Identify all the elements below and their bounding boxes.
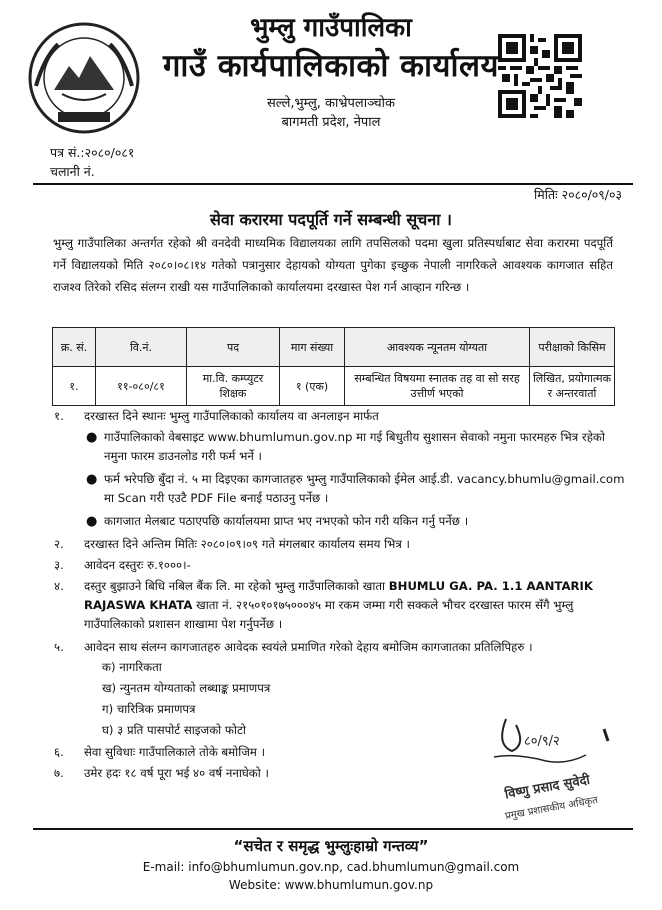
vacancy-table [52,327,615,406]
header-divider [33,183,633,185]
col-header-qualification: आवश्यक न्यूनतम योग्यता [345,328,530,367]
item-number: ७. [54,766,64,780]
signatory-name: विष्णु प्रसाद सुवेदी [503,772,592,803]
payment-text-b: खाता नं. २१५०१०१७५०००४५ मा रकम जम्मा गरी सक्कले भौचर दरखास्त फारम सँगै भुम्लु गाउँपालिकाको प्रशासन शाखामा पेश गर्नुपर्नेछ । [84,598,574,631]
item-text: आवेदन साथ संलग्न कागजातहरु आवेदक स्वयंले प्रमाणित गरेको देहाय बमोजिम कागजातका प्रतिलिपिहरु । [84,640,533,654]
list-item [46,638,626,657]
cell-post: मा.वि. कम्प्युटर शिक्षक [187,367,280,406]
table-header-row [53,328,615,367]
footer-email[interactable]: E-mail: info@bhumlumun.gov.np, cad.bhumlumun@gmail.com [142,860,520,874]
list-item [46,556,626,575]
item-text: दरखास्त दिने अन्तिम मितिः २०८०।०९।०९ गते मंगलबार कार्यालय समय भित्र । [84,537,410,551]
bullet-item [86,512,626,531]
notice-heading: सेवा करारमा पदपूर्ति गर्ने सम्बन्धी सूचना । [210,210,452,229]
address-line-1: सल्ले,भुम्लु, काभ्रेपलाञ्चोक [266,96,396,111]
payment-text-a: दस्तुर बुझाउने बिधि नबिल बैंक लि. मा रहेको भुम्लु गाउँपालिकाको खाता [84,579,389,593]
bullet-item [86,470,626,508]
footer-slogan: “सचेत र समृद्ध भुम्लुःहाम्रो गन्तव्य” [233,837,429,855]
item-number: ५. [54,640,64,654]
dispatch-number: चलानी नं. [50,164,95,179]
item-text: सेवा सुविधाः गाउँपालिकाले तोके बमोजिम । [84,745,266,759]
item-number: २. [54,537,64,551]
list-item [46,407,626,426]
bullet-icon: ● [86,514,98,529]
col-header-post: पद [187,328,280,367]
document-item: क) नागरिकता [102,660,162,674]
bullet-item [86,428,626,466]
notice-intro: भुम्लु गाउँपालिका अन्तर्गत रहेको श्री वनदेवी माध्यमिक विद्यालयका लागि तपसिलको पदमा खुला प्रतिस्पर्धाबाट सेवा करारमा पदपूर्ति गर्ने विद्यालयको मिति २०८०।०८।१४ गतेको पत्रानुसार देहायको योग्यता पुगेका इच्छुक नेपाली नागरिकले आवश्यक कागजात सहित राजश्व तिरेको रसिद संलग्न राखी यस गाउँपालिकाको कार्यालयमा दरखास्त पेश गर्न आव्हान गरिन्छ । [53,236,613,294]
cell-demand: १ (एक) [280,367,345,406]
col-header-vi-no: वि.नं. [96,328,187,367]
letter-date: मितिः २०८०/०९/०३ [534,187,622,202]
cell-vi-no: ११-०८०/८१ [96,367,187,406]
bullet-text: फर्म भरेपछि बुँदा नं. ५ मा दिइएका कागजातहरु भुम्लु गाउँपालिकाको ईमेल आई.डी. vacancy.bhumlu@gmail.com मा Scan गरी एउटै PDF File बनाई पठाउनु पर्नेछ । [104,472,625,505]
signatory-designation: प्रमुख प्रशासकीय अधिकृत [504,794,599,823]
col-header-exam-type: परीक्षाको किसिम [530,328,615,367]
cell-qualification: सम्बन्धित विषयमा स्नातक तह वा सो सरह उत्तीर्ण भएको [345,367,530,406]
signature-block [476,705,626,825]
signature-date: ८०/९/२ [524,734,560,749]
item-number: १. [54,409,64,423]
bullet-icon: ● [86,430,98,445]
item-text: उमेर हदः १८ वर्ष पूरा भई ४० वर्ष ननाघेको । [84,766,269,780]
item-text: आवेदन दस्तुरः रु.१०००।- [84,558,191,572]
cell-sn: १. [53,367,96,406]
bullet-text: गाउँपालिकाको वेबसाइट www.bhumlumun.gov.np मा गई बिधुतीय सुशासन सेवाको नमुना फारमहरु भित्र रहेको नमुना फारम डाउनलोड गरी फर्म भर्ने । [104,430,605,463]
item-text [84,577,626,634]
table-row [53,367,615,406]
municipality-name: भुम्लु गाउँपालिका [250,13,412,43]
account-name: BHUMLU GA. PA. 1.1 AANTARIK RAJASWA KHATA [84,579,593,612]
item-number: ४. [54,579,64,593]
bullet-text: कागजात मेलबाट पठाएपछि कार्यालयमा प्राप्त भए नभएको फोन गरी यकिन गर्नु पर्नेछ । [104,514,469,528]
col-header-sn: क्र. सं. [53,328,96,367]
letter-number: पत्र सं.:२०८०/०८१ [50,145,135,160]
list-item [46,535,626,554]
col-header-demand: माग संख्या [280,328,345,367]
cell-exam-type: लिखित, प्रयोगात्मक र अन्तरवार्ता [530,367,615,406]
address-line-2: बागमती प्रदेश, नेपाल [281,115,381,130]
document-item: ख) न्युनतम योग्यताको लब्धाङ्क प्रमाणपत्र [102,681,271,695]
document-item: घ) ३ प्रति पासपोर्ट साइजको फोटो [102,723,246,737]
item-number: ६. [54,745,64,759]
footer-website[interactable]: Website: www.bhumlumun.gov.np [228,878,434,892]
item-text: दरखास्त दिने स्थानः भुम्लु गाउँपालिकाको कार्यालय वा अनलाइन मार्फत [84,409,379,423]
office-name: गाउँ कार्यपालिकाको कार्यालय [162,48,500,84]
list-item [46,577,626,634]
footer-divider [33,828,633,830]
bullet-icon: ● [86,472,98,487]
item-number: ३. [54,558,64,572]
document-item: ग) चारित्रिक प्रमाणपत्र [102,702,196,716]
